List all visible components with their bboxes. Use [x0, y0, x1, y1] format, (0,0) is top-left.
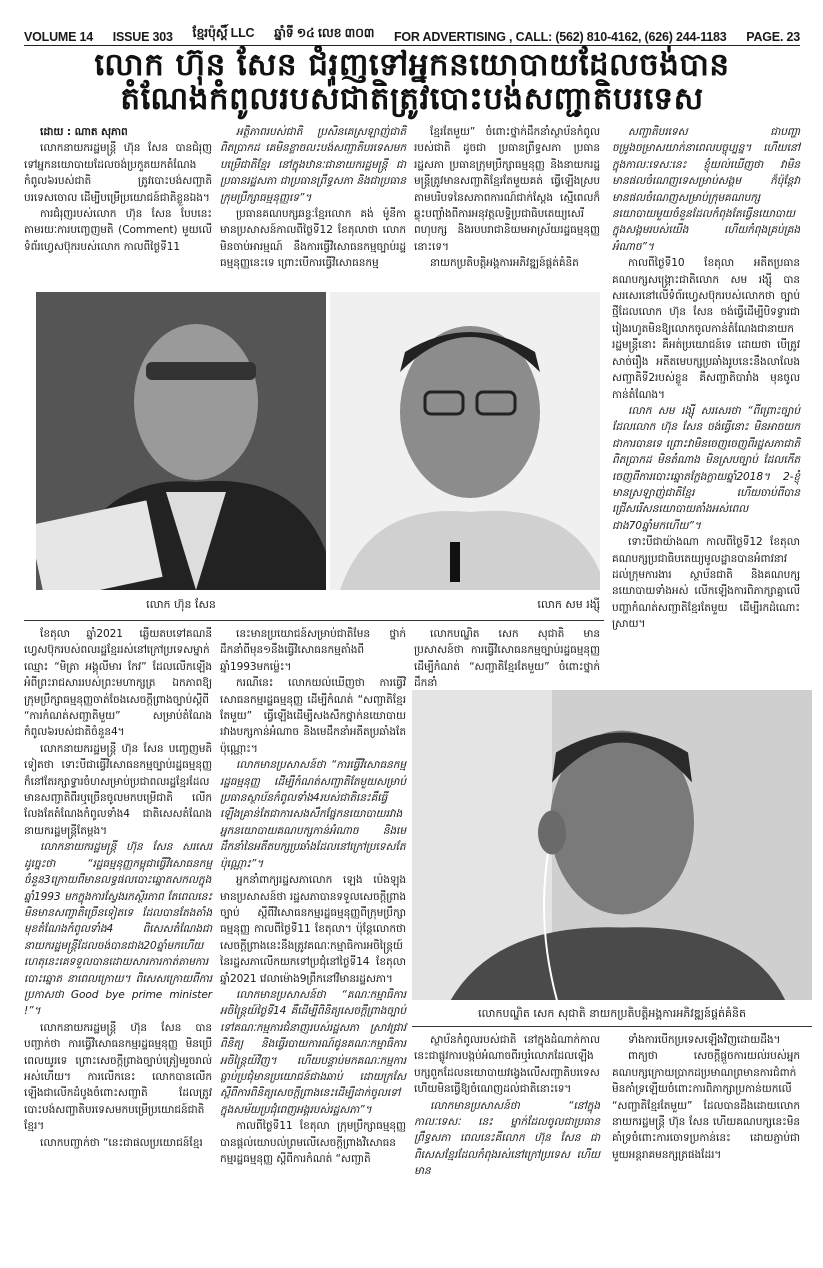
- portrait-image: [330, 292, 600, 590]
- article-paragraph: អ្នកនាំពាក្យរដ្ឋសភាលោក ឡេង ប៉េងឡុងមានប្រសាសន៍ថា រដ្ឋសភាបានទទួលសេចក្តីព្រាងច្បាប់ ស្តីពីវិសោធនកម្មរដ្ឋធម្មនុញ្ញពីក្រុមប្រឹក្សាធម្មនុញ្ញ កាលពីថ្ងៃទី11 ខែតុលា។ ប៉ុន្តែលោកថា សេចក្តីព្រាងនេះនឹងត្រូវគណៈកម្មាធិការអចិន្ត្រៃយ៍នៃរដ្ឋសភាលើកយកទៅប្រជុំនៅថ្ងៃទី14 ខែតុលា ឆ្នាំ2021 វេលាម៉ោង9ព្រឹកនៅវិមានរដ្ឋសភា។: [220, 874, 406, 985]
- column-3-bottom: [414, 1032, 600, 1180]
- caption-photo-1: លោក ហ៊ុន សែន: [146, 598, 216, 611]
- column-2-bottom: [220, 626, 406, 1167]
- article-paragraph: លោកនាយករដ្ឋមន្ត្រី ហ៊ុន សែន សរសេរដូច្នេះថា “រដ្ឋធម្មនុញ្ញកម្ពុជាធ្វើវិសោធនកម្មចំនួន3ក្រោយពីមានលទ្ធផលបោះឆ្នោតសកលក្នុងឆ្នាំ1993 មកក្នុងការស្វែងរកស្ថិរភាព តែពេលនេះមិនមានសញ្ជាតិច្រើនទៀតទេ ដែលបានតែងតាំងមុខតំណែងកំពូលទាំង4 ពិសេសតំណែងជានាយករដ្ឋមន្ត្រីដែលចង់បានជាង20ឆ្នាំមកហើយ ហេតុនេះគេទទួលបានដោយសារការកាត់តាមការបោះឆ្នោត នាពេលក្រោយ។ ពិសេសក្រោយពីការប្រកាសថា Good bye prime minister !”។: [24, 841, 212, 1018]
- masthead-rule: [24, 45, 800, 46]
- article-paragraph: លោកមានប្រសាសន៍ថា “គណៈកម្មាធិការអចិន្ត្រៃយ៍ថ្ងៃទី14 គឺដើម្បីពិនិត្យសេចក្តីព្រាងច្បាប់ទៅគណៈកម្មការជំនាញរបស់រដ្ឋសភា ស្រាវជ្រាវ ពិនិត្យ និងធ្វើរបាយការណ៍ជូនគណៈកម្មាធិការអចិន្ត្រៃយ៍វិញ។ ហើយបន្ទាប់មកគណៈកម្មការ ធ្លាប់ប្រជុំមានប្រយោជន៍ជាងឆាប់ ដោយក្រសែស្តីពីការពិនិត្យសេចក្តីព្រាងនេះដើម្បីដាក់ចូលទៅក្នុងសម័យប្រជុំពេញអង្គរបស់រដ្ឋសភា”។: [220, 988, 406, 1116]
- issue: ISSUE 303: [112, 30, 173, 44]
- caption-photo-2: លោក សម រង្ស៊ី: [537, 598, 600, 611]
- article-paragraph: លោកនាយករដ្ឋមន្ត្រី ហ៊ុន សែន បានជំរុញទៅអ្នកនយោបាយដែលចង់ប្រកួតយកតំណែងកំពូល៦របស់ជាតិ ត្រូវបោះបង់សញ្ជាតិបរទេសចោល ដើម្បីបម្រើប្រយោជន៍ជាតិខ្លួនឯង។: [24, 142, 212, 204]
- article-paragraph: លោក សម រង្ស៊ី សរសេរថា “ពីព្រោះច្បាប់ដែលលោក ហ៊ុន សែន ចង់ធ្វើនោះ មិនអាចយកជាការបានទេ ព្រោះវាមិនចេញចេញពីរដ្ឋសភាជាតិពិតប្រាកដ មិនតំណាង មិនស្របច្បាប់ ដែលកើតចេញពីការបោះឆ្នោតក្លែងក្លាយឆ្នាំ2018។ 2-ខ្ញុំមានស្រឡាញ់ជាតិខ្មែរ ហើយចាប់ពីបានជ្រើសរើសនយោបាយតាំងអស់ពេលជាង70ឆ្នាំមកហើយ”។: [612, 404, 800, 532]
- caption-photo-3: លោកបណ្ឌិត សេក សុជាតិ នាយកប្រតិបត្តិអង្គការអភិវឌ្ឍន៍ផ្តត់គំនិត: [478, 1007, 746, 1020]
- column-4-top: [612, 124, 800, 633]
- paper-name: ខ្មែរប៉ុស្ដិ៍ LLC: [192, 26, 255, 40]
- page-number: PAGE. 23: [746, 30, 800, 44]
- article-paragraph: ខែតុលា ឆ្នាំ2021 ឆ្លើយតបទៅគណនីហ្វេសប៊ុករបស់ពលរដ្ឋខ្មែររស់នៅក្រៅប្រទេសម្នាក់ឈ្មោះ “មិត្រា អង្គុលីមារ កែវ” ដែលលើកឡើងអំពីព្រះរាជសាររបស់ព្រះមហាក្សត្រ ឯកភាពឱ្យក្រុមប្រឹក្សាធម្មនុញ្ញចាត់ចែងសេចក្តីព្រាងច្បាប់ស្តីពី “ការកំណត់សញ្ជាតិមួយ” សម្រាប់តំណែងកំពូល៦របស់ជាតិចំនួន4។: [24, 628, 212, 739]
- column-1-top: [24, 124, 212, 255]
- article-paragraph: លោកនាយករដ្ឋមន្ត្រី ហ៊ុន សែន បានបញ្ជាក់ថា ការធ្វើវិសោធនកម្មរដ្ឋធម្មនុញ្ញ មិនប្រើពេលយូរទេ ព្រោះសេចក្តីព្រាងច្បាប់ត្រៀមរួចរាល់អស់ហើយ។ ការលើកនេះ លោកបានលើកឡើងជាលើកដំបូងចំពោះសញ្ជាតិ ដែលត្រូវបោះបង់សញ្ជាតិបរទេសមកបម្រើប្រយោជន៍ជាតិខ្មែរ។: [24, 1021, 212, 1133]
- article-paragraph: អត្ថិភាពរបស់ជាតិ ប្រសិនគេស្រឡាញ់ជាតិពិតប្រាកដ គេមិនខ្លាចលះបង់សញ្ជាតិបរទេសមកបម្រើជាតិខ្មែរ នៅក្នុងឋានៈជានាយករដ្ឋមន្ត្រី ជាប្រធានរដ្ឋសភា ជាប្រធានព្រឹទ្ធសភា និងជាប្រធានក្រុមប្រឹក្សាធម្មនុញ្ញទេ”។: [220, 126, 406, 204]
- article-paragraph: ស្ថាប័នកំពូលរបស់ជាតិ នៅក្នុងដំណាក់កាលនេះជាផ្លូវការបង្កប់អំណាចពីរឬរំលោភដែលឡើងបក្សពួកដែលនយោបាយវង្វេងលើសញ្ជាតិបរទេស ហើយមិនធ្វើឱ្យចំណេញដល់ជាតិនោះទេ។: [414, 1034, 600, 1096]
- article-paragraph: កាលពីថ្ងៃទី10 ខែតុលា អតីតប្រធានគណបក្សសង្គ្រោះជាតិលោក សម រង្ស៊ី បានសរសេរនៅលើទំព័រហ្វេសប៊ុករបស់លោកថា ច្បាប់ថ្មីដែលលោក ហ៊ុន សែន ចង់ធ្វើដើម្បីបិទទ្វារជារៀងរហូតមិនឱ្យលោកចូលកាន់តំណែងជានាយករដ្ឋមន្ត្រីនោះ គឺអត់ប្រយោជន៍ទេ ដោយថា បើត្រូវសាច់រឿង អតីតមេបក្សប្រឆាំងរូបនេះនឹងលាលែងសញ្ជាតិទី2របស់ខ្លួន គឺសញ្ជាតិបារាំង មុនចូលកាន់តំណែង។: [612, 257, 800, 401]
- article-paragraph: លោកបណ្ឌិត សេក សុជាតិ មានប្រសាសន៍ថា ការធ្វើវិសោធនកម្មច្បាប់រដ្ឋធម្មនុញ្ញ ដើម្បីកំណត់ “សញ្ជាតិខ្មែរតែមួយ” ចំពោះថ្នាក់ដឹកនាំ: [414, 628, 600, 690]
- column-4-bottom: [612, 1032, 800, 1163]
- article-paragraph: ទោះបីជាយ៉ាងណា កាលពីថ្ងៃទី12 ខែតុលា គណបក្សប្រជាធិបតេយ្យមូលដ្ឋានបានអំពាវនាវដល់ក្រុមការងារ ស្ថាប័នជាតិ និងគណបក្សនយោបាយទាំងអស់ លើកឡើងការពិភាក្សាគ្នាលើបញ្ហាកំណត់សញ្ជាតិខ្មែរតែមួយ ដើម្បីរកដំណោះស្រាយ។: [612, 536, 800, 631]
- headline: [24, 48, 800, 116]
- article-paragraph: កាលពីថ្ងៃទី11 ខែតុលា ក្រុមប្រឹក្សាធម្មនុញ្ញបានផ្តល់យោបល់ព្រមលើសេចក្តីព្រាងវិសោធនកម្មរដ្ឋធម្មនុញ្ញ ស្តីពីការកំណត់ “សញ្ជាតិ: [220, 1120, 406, 1165]
- article-paragraph: លោកមានប្រសាសន៍ថា “នៅក្នុងកាលៈទេសៈ នេះ ម្នាក់ដែលចូលជាប្រធានព្រឹទ្ធសភា ពេលនេះគឺលោក ហ៊ុន សែន ជាពិសេសខ្មែរដែលកំពុងរស់នៅក្រៅប្រទេស ហើយមាន: [414, 1099, 600, 1178]
- column-1-bottom: [24, 626, 212, 1151]
- article-paragraph: ខ្មែរតែមួយ” ចំពោះថ្នាក់ដឹកនាំស្ថាប័នកំពូលរបស់ជាតិ ដូចជា ប្រធានព្រឹទ្ធសភា ប្រធានរដ្ឋសភា ប្រធានក្រុមប្រឹក្សាធម្មនុញ្ញ និងនាយករដ្ឋមន្ត្រីត្រូវមានសញ្ជាតិខ្មែរតែមួយគត់ ធ្វើឡើងស្របតាមបរិបទនៃសភាពការណ៍ជាក់ស្តែង ស្មើពេលក៏ឆ្លុះបញ្ចាំងពីការអនុវត្តលទ្ធិប្រជាធិបតេយ្យសេរី ពហុបក្ស និងរបបរាជានិយមអាស្រ័យរដ្ឋធម្មនុញ្ញនោះទេ។: [414, 126, 600, 253]
- photo-sam-rainsy: [330, 292, 600, 590]
- headline-line-1: លោក ហ៊ុន សែន ជំរុញទៅអ្នកនយោបាយដែលចង់បាន: [94, 47, 730, 83]
- article-paragraph: សញ្ជាតិបរទេស ជាបញ្ហាចម្រូងចម្រាសយាក់នាពេលបច្ចុប្បន្ន។ ហើយនៅក្នុងកាលៈទេសៈនេះ ខ្ញុំយល់ឃើញថា វាមិនមានផលចំណេញទេសម្រាប់សង្គម ក៏ប៉ុន្តែវាមានផលចំណេញសម្រាប់ក្រុមគណបក្សនយោបាយមួយចំនួនដែលកំពុងតែធ្វើនយោបាយក្នុងសង្គមរបស់យើង ហើយកំពុងគ្រប់គ្រងអំណាច”។: [612, 126, 800, 253]
- column-3-mid: [414, 626, 600, 692]
- article-paragraph: នាយកប្រតិបត្តិអង្គការអភិវឌ្ឍន៍ផ្តត់គំនិត: [430, 257, 579, 270]
- article-paragraph: នេះមានប្រយោជន៍សម្រាប់ជាតិមែន ថ្នាក់ដឹកនាំពីមុន១នឹងធ្វើវិសោធនកម្មតាំងពីឆ្នាំ1993មកម្ល៉េះ។: [220, 628, 406, 673]
- article-paragraph: ករណីនេះ លោកយល់ឃើញថា ការធ្វើវិសោធនកម្មរដ្ឋធម្មនុញ្ញ ដើម្បីកំណត់ “សញ្ជាតិខ្មែរតែមួយ” ធ្វើឡើងដើម្បីសងសឹកថ្នាក់នយោបាយរវាងបក្សកាន់អំណាច និងមេដឹកនាំអតីតប្រឆាំងតែប៉ុណ្ណោះ។: [220, 677, 406, 755]
- advertising-info: FOR ADVERTISING , CALL: (562) 810-4162, (626) 244-1183: [393, 30, 727, 44]
- column-3-top: [414, 124, 600, 272]
- photo-hun-sen: [36, 292, 326, 590]
- caption-rule: [412, 1026, 812, 1027]
- caption-rule: [24, 620, 604, 621]
- portrait-image: [412, 690, 812, 1000]
- byline: ដោយ : ណាត សុភាព: [40, 126, 128, 138]
- article-paragraph: ប្រធានគណបក្សឆន្ទៈខ្មែរលោក គង់ ម៉ូនីកា មានប្រសាសន៍កាលពីថ្ងៃទី12 ខែតុលាថា លោកមិនចាប់អារម្មណ៍ នឹងការធ្វើវិសោធនកម្មច្បាប់រដ្ឋធម្មនុញ្ញនេះទេ ព្រោះបើការធ្វើវិសោធនកម្ម: [220, 208, 406, 270]
- article-paragraph: ពាក្យថា សេចក្តីផ្តួចការយល់របស់អ្នកគណបក្សក្រោយប្រាកដប្រមាណព្រមានការជំពាក់មិនកាំទ្រឡើយចំពោះការពិភាក្សាប្រកាន់យកលើ “សញ្ជាតិខ្មែរតែមួយ” ដែលបានដឹងដោយលោកនាយករដ្ឋមន្ត្រី ហ៊ុន សែន ហើយគណបក្សនេះមិនគាំទ្រចំពោះការចោទប្រកាន់នេះ ដោយភ្ជាប់ជាមួយអន្តរាគមនក្សត្រផងដែរ។: [612, 1050, 800, 1161]
- portrait-image: [36, 292, 326, 590]
- issue-khmer: ឆ្នាំទី ១៤ លេខ ៣០៣: [274, 26, 375, 40]
- article-paragraph: លោកមានប្រសាសន៍ថា “ការធ្វើវិសោធនកម្មរដ្ឋធម្មនុញ្ញ ដើម្បីកំណត់សញ្ជាតិតែមួយសម្រាប់ប្រធានស្ថាប័នកំពូលទាំង4របស់ជាតិនេះគឺធ្វើឡើងគ្រាន់តែជាការសងសឹកផ្នែកនយោបាយរវាងអ្នកនយោបាយគណបក្សកាន់អំណាច និងមេដឹកនាំនៃអតីតបក្សប្រឆាំងដែលនៅក្រៅប្រទេសតែប៉ុណ្ណោះ”។: [220, 759, 406, 870]
- headline-line-2: តំណែងកំពូលរបស់ជាតិត្រូវបោះបង់សញ្ជាតិបរទេស: [120, 81, 704, 117]
- photo-sek-sochet: [412, 690, 812, 1000]
- article-paragraph: ទាំងការបើកប្រទេសឡើងវិញដោយដឹង។: [628, 1034, 781, 1046]
- article-paragraph: ការជំរុញរបស់លោក ហ៊ុន សែន បែបនេះតាមរយៈការបញ្ចេញមតិ (Comment) មួយលើទំព័រហ្វេសប៊ុករបស់លោក កាលពីថ្ងៃទី11: [24, 208, 212, 253]
- article-paragraph: លោកនាយករដ្ឋមន្ត្រី ហ៊ុន សែន បញ្ចេញមតិទៀតថា ទោះបីជាធ្វើវិសោធនកម្មច្បាប់រដ្ឋធម្មនុញ្ញក៏នៅតែរក្សាទ្វារចំហសម្រាប់ប្រជាពលរដ្ឋខ្មែរដែលមានសញ្ជាតិពីរឬច្រើនចូលមកបម្រើជាតិ លើកលែងតែតំណែងកំពូលទាំង4 ជាតិសេសតំណែងនាយករដ្ឋមន្ត្រីតែម្តង។: [24, 742, 212, 837]
- column-2-top: [220, 124, 406, 272]
- article-paragraph: លោកបញ្ជាក់ថា “នេះជាផលប្រយោជន៍ខ្មែរ: [40, 1136, 203, 1149]
- masthead: [24, 26, 800, 44]
- volume: VOLUME 14: [24, 30, 94, 44]
